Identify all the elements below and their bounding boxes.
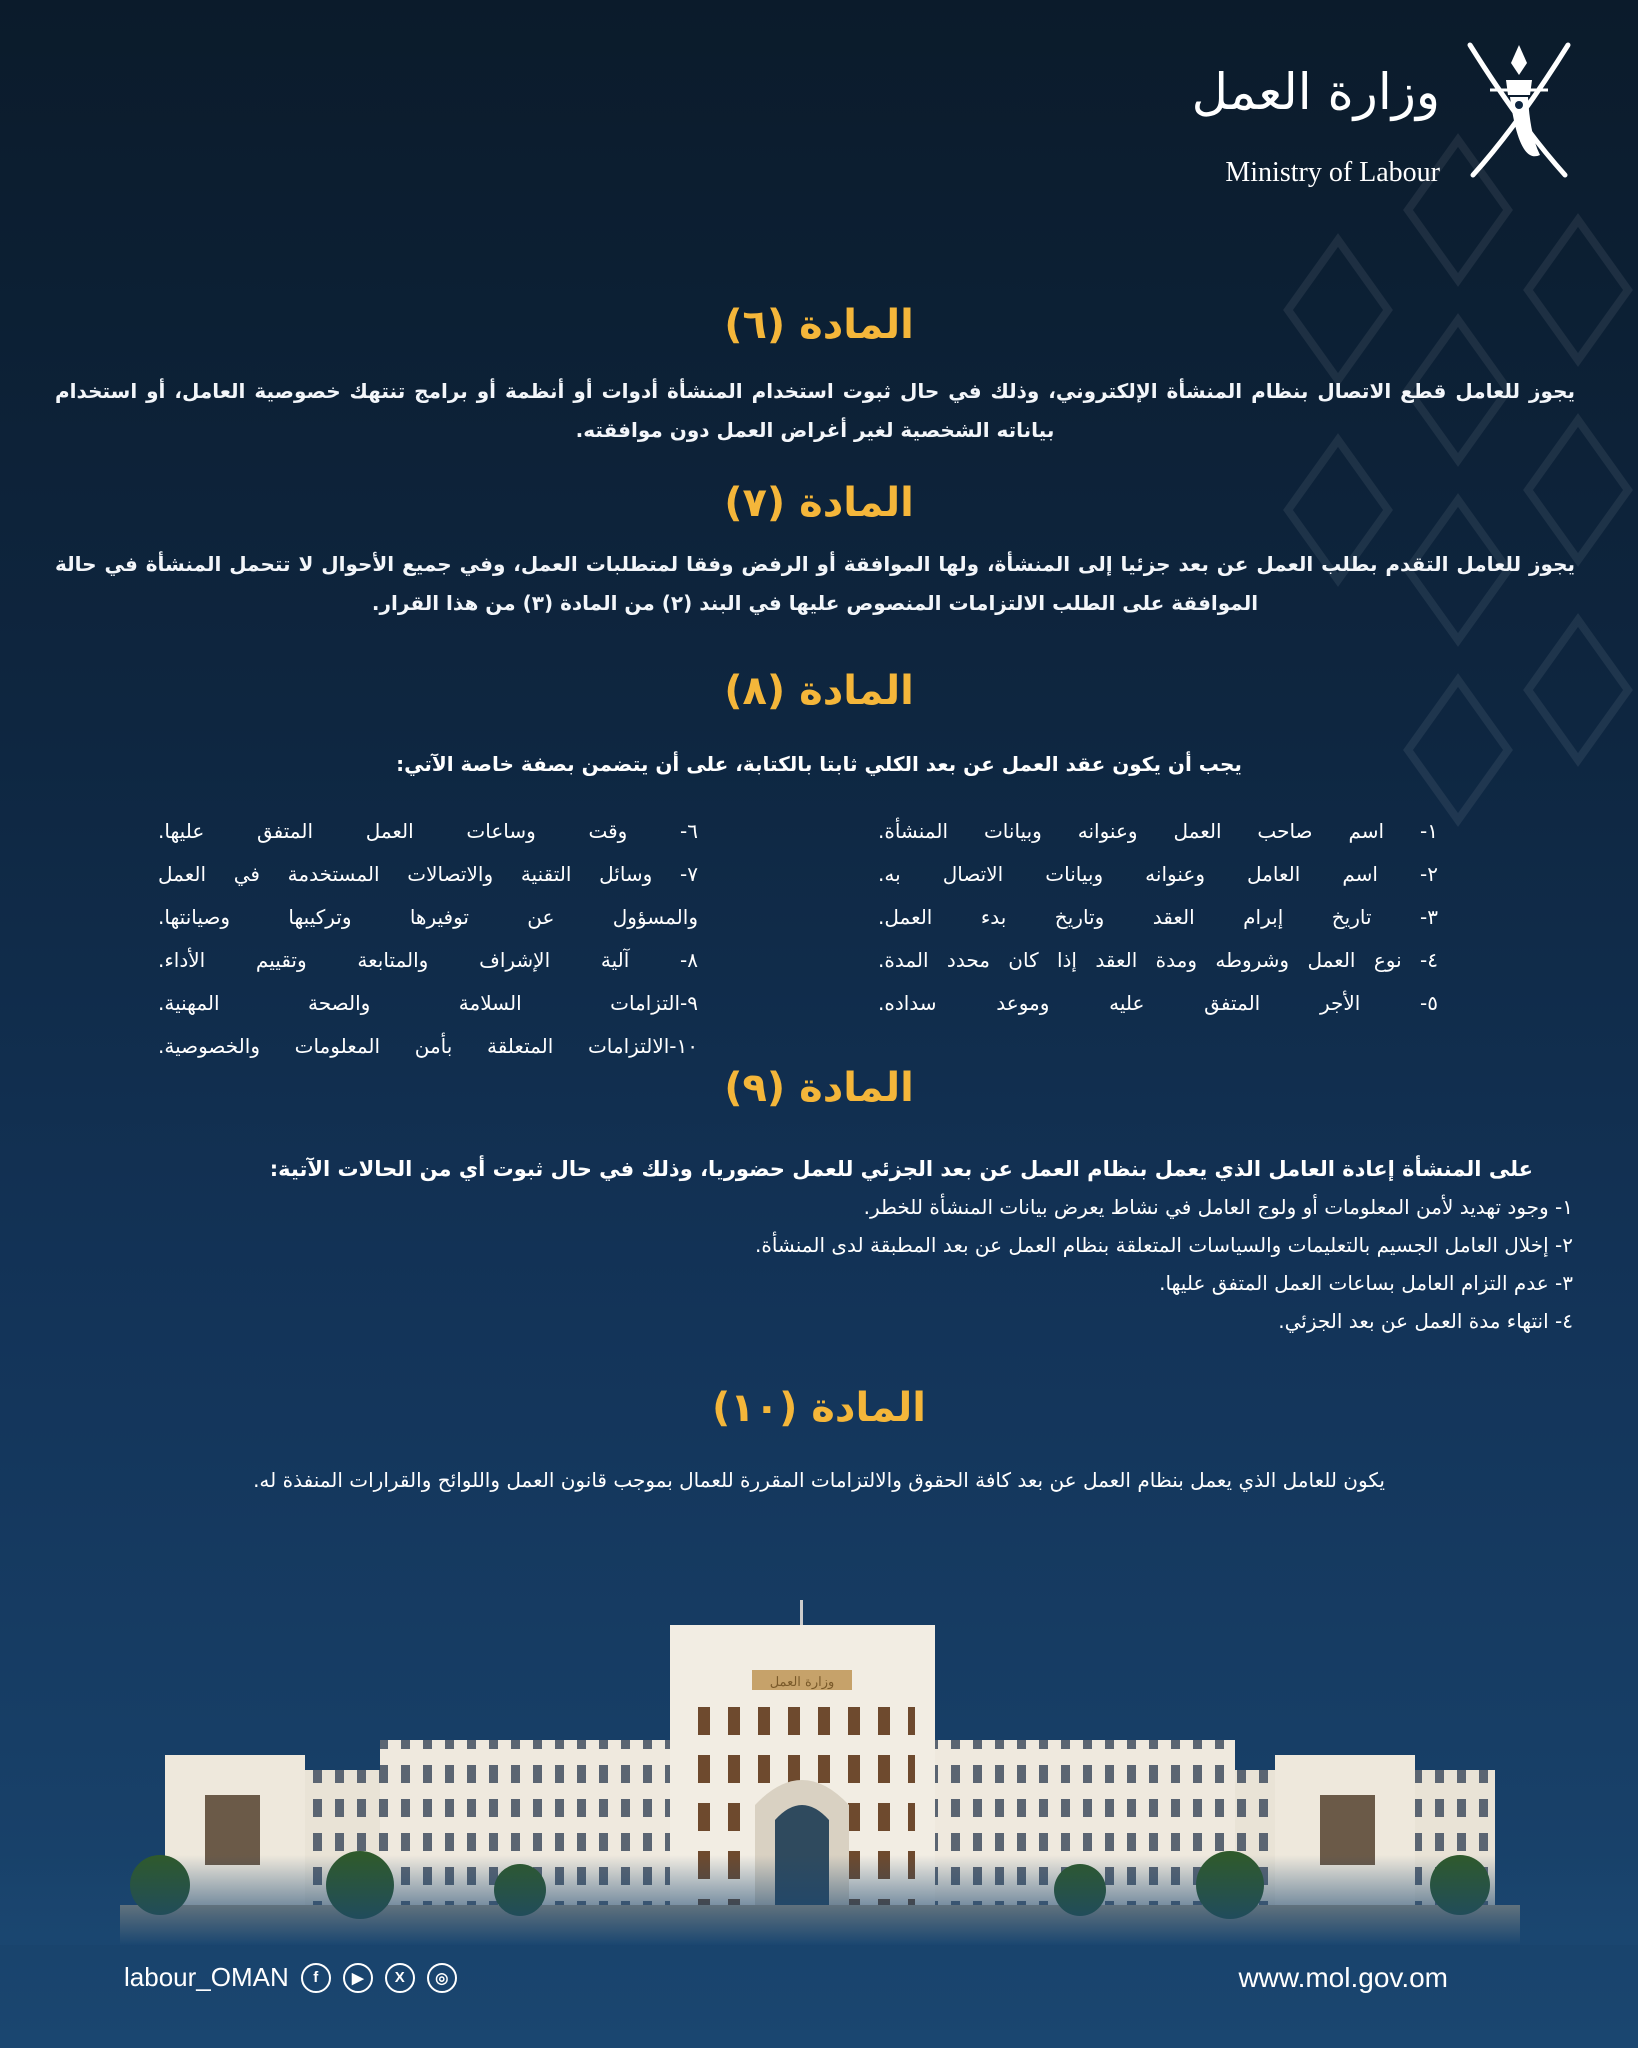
x-icon[interactable]: X — [385, 1963, 415, 1993]
social-handle: labour_OMAN — [124, 1962, 289, 1992]
footer-social — [124, 1962, 457, 1993]
list-item: ١٠-الالتزامات المتعلقة بأمن المعلومات والخصوصية. — [158, 1034, 698, 1058]
website-link[interactable]: www.mol.gov.om — [1238, 1962, 1448, 1993]
list-item: ٥- الأجر المتفق عليه وموعد سداده. — [878, 991, 1438, 1015]
article-7-text: يجوز للعامل التقدم بطلب العمل عن بعد جزئيا إلى المنشأة، ولها الموافقة أو الرفض وفقا لمتطلبات العمل، وفي جميع الأحوال لا تتحمل المنشأة في حالة الموافقة على الطلب الالتزامات المنصوص عليها في البند (٢) من المادة (٣) من هذا القرار. — [55, 552, 1575, 615]
article-9-title: المادة (٩) — [724, 1065, 914, 1111]
article-9-list — [73, 1150, 1573, 1340]
building-sign: وزارة العمل — [769, 1675, 835, 1690]
list-item: ٤- انتهاء مدة العمل عن بعد الجزئي. — [1278, 1309, 1573, 1333]
list-item: ٤- نوع العمل وشروطه ومدة العقد إذا كان محدد المدة. — [878, 948, 1438, 972]
list-item: ٨- آلية الإشراف والمتابعة وتقييم الأداء. — [158, 948, 698, 972]
list-item: ٣- تاريخ إبرام العقد وتاريخ بدء العمل. — [878, 905, 1438, 929]
brand-name-english: Ministry of Labour — [1225, 157, 1440, 188]
header-logo — [1018, 35, 1578, 188]
article-8-title: المادة (٨) — [724, 668, 914, 714]
list-item: والمسؤول عن توفيرها وتركيبها وصيانتها. — [158, 905, 698, 929]
article-9-intro: على المنشأة إعادة العامل الذي يعمل بنظام العمل عن بعد الجزئي للعمل حضوريا، وذلك في حال ثبوت أي من الحالات الآتية: — [269, 1157, 1533, 1181]
list-item: ١- وجود تهديد لأمن المعلومات أو ولوج العامل في نشاط يعرض بيانات المنشأة للخطر. — [863, 1195, 1573, 1219]
list-item: ٦- وقت وساعات العمل المتفق عليها. — [158, 819, 698, 843]
list-item: ٢- اسم العامل وعنوانه وبيانات الاتصال به. — [878, 862, 1438, 886]
article-10-title: المادة (١٠) — [711, 1385, 927, 1431]
facebook-icon[interactable]: f — [301, 1963, 331, 1993]
list-item: ٧- وسائل التقنية والاتصالات المستخدمة في العمل — [158, 862, 698, 886]
list-item: ٣- عدم التزام العامل بساعات العمل المتفق عليها. — [1159, 1271, 1573, 1295]
article-8-list-left — [158, 810, 698, 1068]
youtube-icon[interactable]: ▶ — [343, 1963, 373, 1993]
article-7-title: المادة (٧) — [724, 480, 914, 526]
article-10-text: يكون للعامل الذي يعمل بنظام العمل عن بعد كافة الحقوق والالتزامات المقررة للعمال بموجب قانون العمل واللوائح والقرارات المنفذة له. — [253, 1468, 1385, 1492]
article-8-list-right — [878, 810, 1438, 1025]
article-6-title: المادة (٦) — [724, 302, 914, 348]
article-8-intro: يجب أن يكون عقد العمل عن بعد الكلي ثابتا بالكتابة، على أن يتضمن بصفة خاصة الآتي: — [396, 752, 1242, 776]
list-item: ٩-التزامات السلامة والصحة المهنية. — [158, 991, 698, 1015]
ministry-building-image — [0, 1555, 1638, 1945]
oman-khanjar-emblem-icon — [1460, 35, 1578, 185]
list-item: ١- اسم صاحب العمل وعنوانه وبيانات المنشأة. — [878, 819, 1438, 843]
instagram-icon[interactable]: ◎ — [427, 1963, 457, 1993]
article-6-text: يجوز للعامل قطع الاتصال بنظام المنشأة الإلكتروني، وذلك في حال ثبوت استخدام المنشأة أدوات أو أنظمة أو برامج تنتهك خصوصية العامل، أو استخدام بياناته الشخصية لغير أغراض العمل دون موافقته. — [55, 379, 1575, 442]
brand-name-arabic: وزارة العمل — [1191, 63, 1440, 121]
list-item: ٢- إخلال العامل الجسيم بالتعليمات والسياسات المتعلقة بنظام العمل عن بعد المطبقة لدى المنشأة. — [754, 1233, 1573, 1257]
